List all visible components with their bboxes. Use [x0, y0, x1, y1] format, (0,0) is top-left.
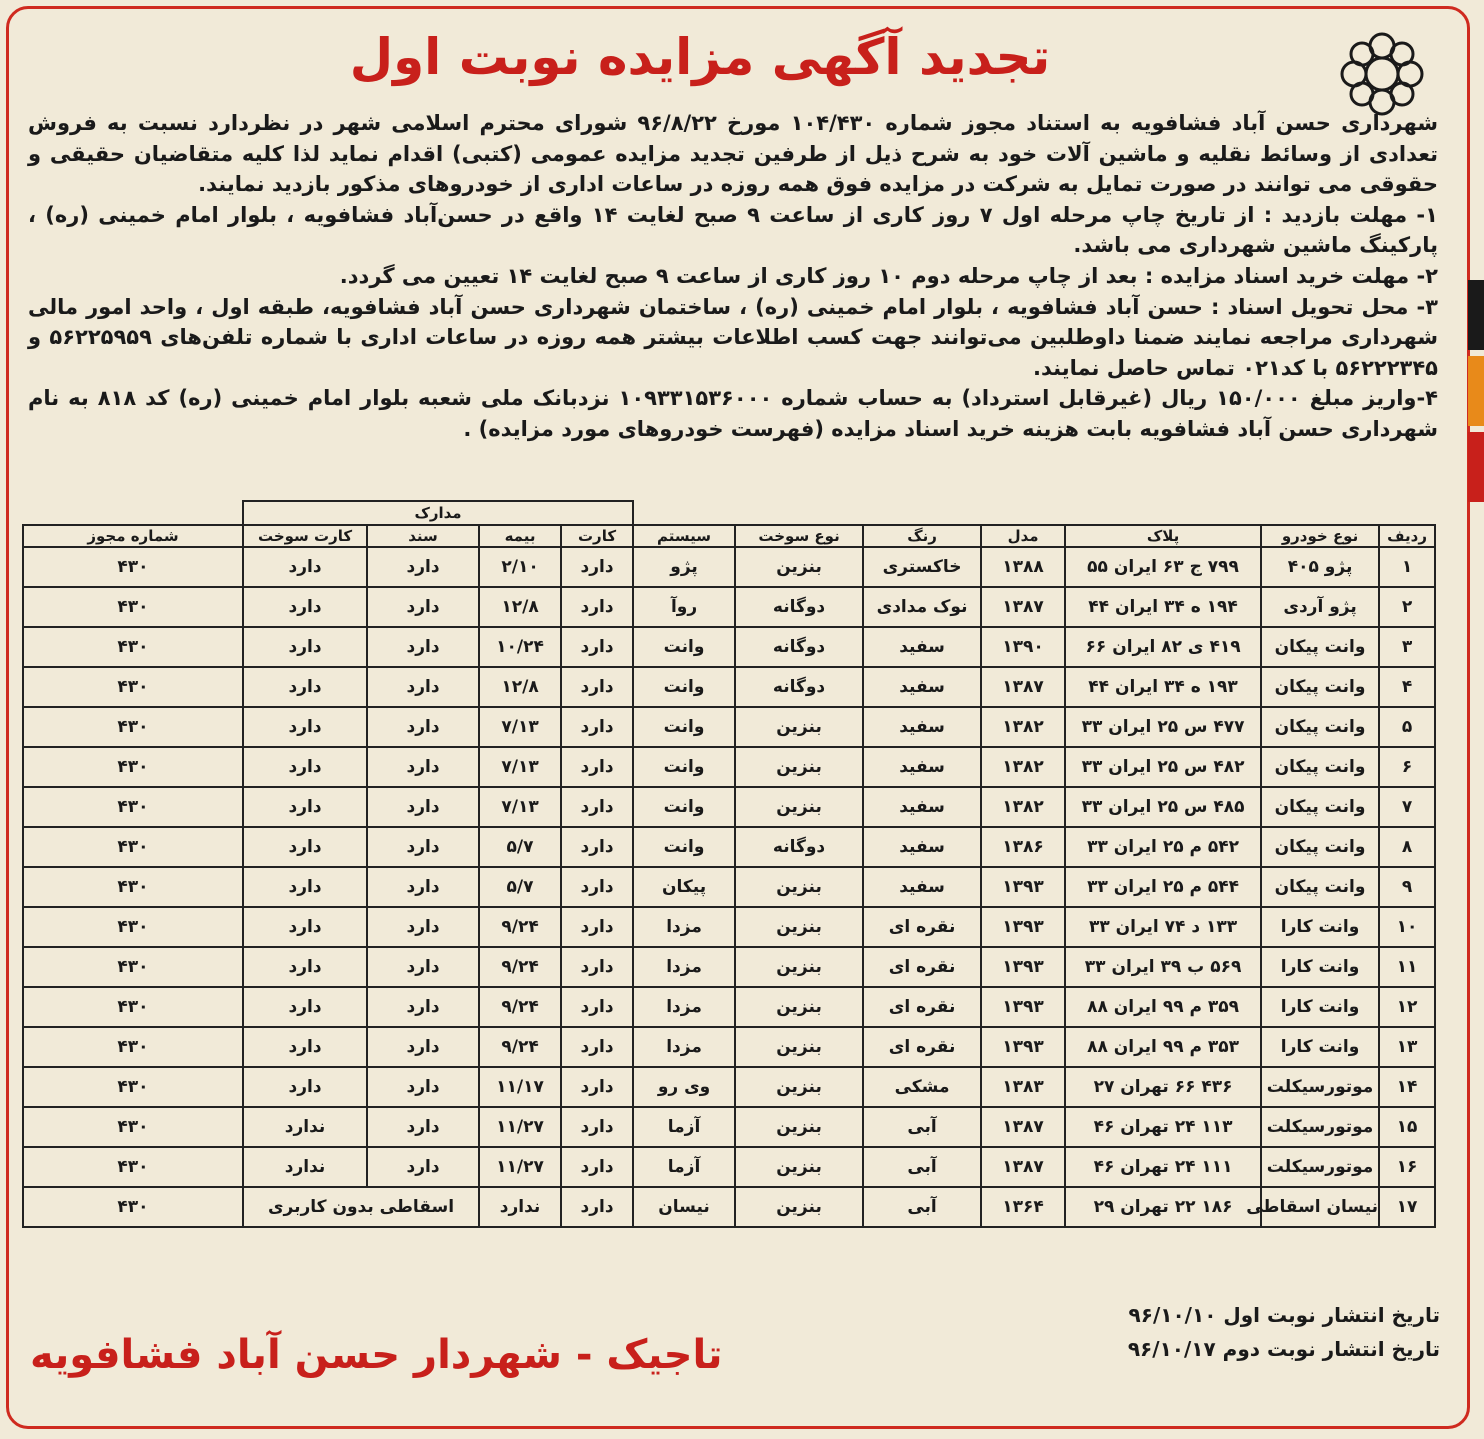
table-cell: ۷	[1379, 787, 1435, 827]
table-cell: ۴۳۰	[23, 827, 243, 867]
table-cell: ۲/۱۰	[479, 547, 561, 587]
table-cell: دارد	[561, 787, 633, 827]
table-cell: ۱۳۸۸	[981, 547, 1065, 587]
table-cell: وانت	[633, 707, 735, 747]
table-cell: سفید	[863, 827, 981, 867]
table-cell: ۱۳۶۴	[981, 1187, 1065, 1227]
table-cell: ۱۵	[1379, 1107, 1435, 1147]
table-cell: آبی	[863, 1147, 981, 1187]
table-cell: ۱۴	[1379, 1067, 1435, 1107]
table-cell: ۴۳۰	[23, 1147, 243, 1187]
table-cell: ۴۳۰	[23, 667, 243, 707]
table-cell: ۴۳۰	[23, 627, 243, 667]
table-cell: ۹/۲۴	[479, 987, 561, 1027]
table-cell: دارد	[367, 587, 479, 627]
table-cell: پژو	[633, 547, 735, 587]
table-cell: دارد	[243, 667, 367, 707]
table-cell: ۱۳۸۲	[981, 747, 1065, 787]
side-stripes	[1468, 280, 1484, 510]
table-cell: دارد	[561, 987, 633, 1027]
table-cell: دارد	[367, 707, 479, 747]
table-cell: ۵/۷	[479, 827, 561, 867]
table-cell: ۱۳۹۳	[981, 947, 1065, 987]
table-cell: بنزین	[735, 907, 863, 947]
table-cell: وانت کارا	[1261, 1027, 1379, 1067]
table-cell: ۴۳۰	[23, 707, 243, 747]
municipality-logo-icon	[1336, 28, 1428, 120]
table-cell: سفید	[863, 667, 981, 707]
column-header-row	[23, 525, 1435, 547]
table-cell: ۱	[1379, 547, 1435, 587]
table-cell: ۱۳۳ د ۷۴ ایران ۳۳	[1065, 907, 1261, 947]
table-cell: نیسان اسقاطی	[1261, 1187, 1379, 1227]
table-cell: ۹/۲۴	[479, 1027, 561, 1067]
table-cell: وی رو	[633, 1067, 735, 1107]
table-cell: نقره ای	[863, 1027, 981, 1067]
table-cell: ندارد	[243, 1147, 367, 1187]
column-header: پلاک	[1065, 525, 1261, 547]
table-cell: دوگانه	[735, 587, 863, 627]
table-cell: ۵۴۴ م ۲۵ ایران ۳۳	[1065, 867, 1261, 907]
table-cell: وانت	[633, 627, 735, 667]
table-cell: وانت پیکان	[1261, 787, 1379, 827]
table-cell: دارد	[367, 787, 479, 827]
table-cell: دارد	[243, 747, 367, 787]
table-cell: مزدا	[633, 987, 735, 1027]
table-cell: دارد	[561, 867, 633, 907]
table-cell: ۱۲/۸	[479, 587, 561, 627]
table-cell: ۴۳۰	[23, 867, 243, 907]
table-cell: دارد	[243, 1067, 367, 1107]
table-cell: روآ	[633, 587, 735, 627]
table-cell: ۲	[1379, 587, 1435, 627]
table-cell: اسقاطی بدون کاربری	[243, 1187, 479, 1227]
table-cell: مزدا	[633, 947, 735, 987]
table-cell: دارد	[561, 587, 633, 627]
table-cell: دارد	[561, 707, 633, 747]
table-cell: ۹/۲۴	[479, 907, 561, 947]
intro-text	[28, 108, 1438, 445]
table-cell: نوک مدادی	[863, 587, 981, 627]
table-row	[23, 1027, 1435, 1067]
table-cell: ۴۳۶ ۶۶ تهران ۲۷	[1065, 1067, 1261, 1107]
table-cell: ۳۵۳ م ۹۹ ایران ۸۸	[1065, 1027, 1261, 1067]
table-cell: آبی	[863, 1187, 981, 1227]
table-cell: ۴۷۷ س ۲۵ ایران ۳۳	[1065, 707, 1261, 747]
table-cell: ندارد	[479, 1187, 561, 1227]
table-cell: پیکان	[633, 867, 735, 907]
table-cell: مزدا	[633, 907, 735, 947]
table-cell: ۴۳۰	[23, 747, 243, 787]
table-cell: دارد	[561, 667, 633, 707]
table-cell: دارد	[561, 1147, 633, 1187]
table-cell: ۱۰	[1379, 907, 1435, 947]
table-cell: دارد	[561, 827, 633, 867]
table-cell: ۴۸۵ س ۲۵ ایران ۳۳	[1065, 787, 1261, 827]
table-row	[23, 587, 1435, 627]
table-cell: ۱۳۹۳	[981, 987, 1065, 1027]
table-cell: دارد	[243, 787, 367, 827]
table-cell: ۱۳۸۷	[981, 1107, 1065, 1147]
table-cell: ۴۳۰	[23, 1027, 243, 1067]
table-cell: ۴	[1379, 667, 1435, 707]
table-cell: دارد	[561, 1067, 633, 1107]
table-row	[23, 1067, 1435, 1107]
table-cell: سفید	[863, 707, 981, 747]
table-cell: ۱۳۹۰	[981, 627, 1065, 667]
clause-4: ۴-واریز مبلغ ۱۵۰/۰۰۰ ریال (غیرقابل استرداد) به حساب شماره ۱۰۹۳۳۱۵۳۶۰۰۰ نزدبانک ملی شعبه بلوار امام خمینی (ره) کد ۸۱۸ به نام شهرداری حسن آباد فشافویه بابت هزینه خرید اسناد مزایده (فهرست خودروهای مورد مزایده) .	[28, 386, 1438, 441]
table-cell: ۴۳۰	[23, 987, 243, 1027]
table-cell: ۱۲/۸	[479, 667, 561, 707]
table-cell: ۷۹۹ ج ۶۳ ایران ۵۵	[1065, 547, 1261, 587]
table-row	[23, 1187, 1435, 1227]
column-header: رنگ	[863, 525, 981, 547]
table-cell: ۴۸۲ س ۲۵ ایران ۳۳	[1065, 747, 1261, 787]
table-cell: دارد	[561, 747, 633, 787]
clause-1: ۱- مهلت بازدید : از تاریخ چاپ مرحله اول ۷ روز کاری از ساعت ۹ صبح لغایت ۱۴ واقع در حسن‌آباد فشافویه ، بلوار امام خمینی (ره) ، پارکینگ ماشین شهرداری می باشد.	[28, 202, 1438, 258]
table-cell: سفید	[863, 627, 981, 667]
table-cell: دارد	[243, 1027, 367, 1067]
column-header: نوع سوخت	[735, 525, 863, 547]
table-row	[23, 747, 1435, 787]
table-cell: وانت کارا	[1261, 987, 1379, 1027]
column-header: نوع خودرو	[1261, 525, 1379, 547]
table-cell: ۴۳۰	[23, 787, 243, 827]
table-cell: دارد	[243, 867, 367, 907]
table-cell: ۴۳۰	[23, 587, 243, 627]
table-cell: دارد	[561, 547, 633, 587]
table-cell: ۱۳۹۳	[981, 867, 1065, 907]
table-cell: ۱۳۸۳	[981, 1067, 1065, 1107]
table-row	[23, 827, 1435, 867]
group-header-row	[23, 501, 1435, 525]
table-cell: پژو آردی	[1261, 587, 1379, 627]
table-cell: دارد	[561, 947, 633, 987]
table-cell: ۹	[1379, 867, 1435, 907]
table-cell: بنزین	[735, 707, 863, 747]
table-cell: پژو ۴۰۵	[1261, 547, 1379, 587]
table-cell: ۳	[1379, 627, 1435, 667]
vehicle-table	[22, 500, 1436, 1228]
table-row	[23, 627, 1435, 667]
table-cell: ۴۳۰	[23, 1187, 243, 1227]
table-cell: ۴۳۰	[23, 1067, 243, 1107]
table-cell: آبی	[863, 1107, 981, 1147]
table-cell: دارد	[243, 907, 367, 947]
table-cell: ۷/۱۳	[479, 747, 561, 787]
table-cell: ۵۶۹ ب ۳۹ ایران ۳۳	[1065, 947, 1261, 987]
table-cell: بنزین	[735, 947, 863, 987]
table-row	[23, 867, 1435, 907]
table-cell: دارد	[243, 987, 367, 1027]
table-cell: ۱۳۸۲	[981, 707, 1065, 747]
publish-dates	[1000, 1298, 1440, 1366]
ad-title: تجدید آگهی مزایده نوبت اول	[349, 28, 1051, 86]
table-cell: وانت	[633, 667, 735, 707]
table-cell: ۹/۲۴	[479, 947, 561, 987]
table-cell: بنزین	[735, 867, 863, 907]
table-cell: ۱۲	[1379, 987, 1435, 1027]
table-row	[23, 787, 1435, 827]
table-cell: وانت پیکان	[1261, 867, 1379, 907]
table-cell: ۵/۷	[479, 867, 561, 907]
table-cell: دارد	[561, 1187, 633, 1227]
table-cell: دارد	[243, 587, 367, 627]
table-cell: وانت	[633, 747, 735, 787]
table-cell: ۱۶	[1379, 1147, 1435, 1187]
table-cell: وانت پیکان	[1261, 667, 1379, 707]
table-cell: وانت کارا	[1261, 947, 1379, 987]
table-cell: ۵۴۲ م ۲۵ ایران ۳۳	[1065, 827, 1261, 867]
table-cell: ۱۳۹۳	[981, 1027, 1065, 1067]
table-cell: دارد	[367, 627, 479, 667]
table-cell: ۱۸۶ ۲۲ تهران ۲۹	[1065, 1187, 1261, 1227]
table-cell: دارد	[561, 627, 633, 667]
table-cell: ۴۳۰	[23, 1107, 243, 1147]
table-cell: ۱۱/۱۷	[479, 1067, 561, 1107]
table-cell: ۱۳۸۲	[981, 787, 1065, 827]
table-cell: مزدا	[633, 1027, 735, 1067]
table-cell: ۴۳۰	[23, 907, 243, 947]
table-cell: نقره ای	[863, 947, 981, 987]
table-row	[23, 907, 1435, 947]
table-cell: ۱۱۳ ۲۴ تهران ۴۶	[1065, 1107, 1261, 1147]
table-row	[23, 667, 1435, 707]
column-header: کارت سوخت	[243, 525, 367, 547]
table-cell: بنزین	[735, 787, 863, 827]
table-cell: وانت پیکان	[1261, 827, 1379, 867]
table-cell: دارد	[367, 867, 479, 907]
table-cell: سفید	[863, 747, 981, 787]
table-cell: دارد	[367, 1027, 479, 1067]
table-cell: سفید	[863, 787, 981, 827]
table-cell: ۴۳۰	[23, 547, 243, 587]
table-cell: دارد	[243, 947, 367, 987]
clause-3: ۳- محل تحویل اسناد : حسن آباد فشافویه ، بلوار امام خمینی (ره) ، ساختمان شهرداری حسن آباد فشافویه، طبقه اول ، واحد امور مالی شهرداری مراجعه نمایند ضمنا داوطلبین می‌توانند جهت کسب اطلاعات بیشتر همه روزه در ساعات اداری با شماره تلفن‌های ۵۶۲۲۵۹۵۹ و ۵۶۲۲۲۳۴۵ با کد۰۲۱ تماس حاصل نمایند.	[28, 294, 1438, 380]
table-cell: دارد	[367, 1107, 479, 1147]
table-cell: دارد	[243, 627, 367, 667]
first-publish-date: تاریخ انتشار نوبت اول ۹۶/۱۰/۱۰	[1128, 1303, 1440, 1327]
table-cell: ۷/۱۳	[479, 787, 561, 827]
column-header: سیستم	[633, 525, 735, 547]
table-cell: ۴۱۹ ی ۸۲ ایران ۶۶	[1065, 627, 1261, 667]
table-cell: بنزین	[735, 747, 863, 787]
table-cell: دارد	[367, 547, 479, 587]
table-cell: ۱۹۴ ه ۳۴ ایران ۴۴	[1065, 587, 1261, 627]
table-cell: موتورسیکلت	[1261, 1067, 1379, 1107]
table-cell: دارد	[561, 1027, 633, 1067]
column-header: شماره مجوز	[23, 525, 243, 547]
documents-group-header: مدارک	[243, 501, 633, 525]
table-cell: وانت	[633, 827, 735, 867]
intro-paragraph: شهرداری حسن آباد فشافویه به استناد مجوز شماره ۱۰۴/۴۳۰ مورخ ۹۶/۸/۲۲ شورای محترم اسلامی شهر در نظردارد نسبت به فروش تعدادی از وسائط نقلیه و ماشین آلات خود به شرح ذیل از طرفین تجدید مزایده عمومی (کتبی) اقدام نماید لذا کلیه متقاضیان حقیقی و حقوقی می توانند در صورت تمایل به شرکت در مزایده فوق همه روزه در ساعات اداری از خودروهای مذکور بازدید نمایند.	[28, 111, 1439, 197]
table-cell: ۷/۱۳	[479, 707, 561, 747]
table-cell: بنزین	[735, 547, 863, 587]
column-header: کارت	[561, 525, 633, 547]
table-cell: آزما	[633, 1147, 735, 1187]
table-cell: دارد	[561, 907, 633, 947]
table-cell: دارد	[367, 1067, 479, 1107]
table-cell: دارد	[367, 907, 479, 947]
table-cell: ۱۳۸۶	[981, 827, 1065, 867]
table-cell: دارد	[367, 987, 479, 1027]
table-cell: دارد	[243, 707, 367, 747]
table-cell: ۶	[1379, 747, 1435, 787]
table-cell: وانت پیکان	[1261, 707, 1379, 747]
table-row	[23, 987, 1435, 1027]
table-cell: دوگانه	[735, 827, 863, 867]
table-cell: بنزین	[735, 1147, 863, 1187]
table-cell: دارد	[561, 1107, 633, 1147]
table-cell: وانت کارا	[1261, 907, 1379, 947]
table-cell: بنزین	[735, 1067, 863, 1107]
table-cell: وانت	[633, 787, 735, 827]
column-header: مدل	[981, 525, 1065, 547]
table-cell: ۱۰/۲۴	[479, 627, 561, 667]
table-cell: دوگانه	[735, 627, 863, 667]
table-cell: ۱۳۸۷	[981, 1147, 1065, 1187]
table-cell: دارد	[367, 827, 479, 867]
table-row	[23, 947, 1435, 987]
table-cell: آزما	[633, 1107, 735, 1147]
table-cell: ۴۳۰	[23, 947, 243, 987]
clause-2: ۲- مهلت خرید اسناد مزایده : بعد از چاپ مرحله دوم ۱۰ روز کاری از ساعت ۹ صبح لغایت ۱۴ تعیین می گردد.	[339, 263, 1438, 288]
table-row	[23, 1147, 1435, 1187]
table-cell: وانت پیکان	[1261, 747, 1379, 787]
table-cell: سفید	[863, 867, 981, 907]
mayor-signature: تاجیک - شهردار حسن آباد فشافویه	[30, 1332, 723, 1378]
table-cell: وانت پیکان	[1261, 627, 1379, 667]
table-cell: ۱۷	[1379, 1187, 1435, 1227]
table-cell: دارد	[367, 667, 479, 707]
table-cell: نقره ای	[863, 987, 981, 1027]
table-cell: دوگانه	[735, 667, 863, 707]
table-cell: دارد	[243, 547, 367, 587]
second-publish-date: تاریخ انتشار نوبت دوم ۹۶/۱۰/۱۷	[1127, 1337, 1440, 1361]
table-cell: موتورسیکلت	[1261, 1107, 1379, 1147]
table-cell: بنزین	[735, 1187, 863, 1227]
table-row	[23, 547, 1435, 587]
table-row	[23, 707, 1435, 747]
table-cell: ۱۳۹۳	[981, 907, 1065, 947]
table-row	[23, 1107, 1435, 1147]
column-header: ردیف	[1379, 525, 1435, 547]
table-cell: ۳۵۹ م ۹۹ ایران ۸۸	[1065, 987, 1261, 1027]
table-cell: نیسان	[633, 1187, 735, 1227]
table-cell: دارد	[367, 1147, 479, 1187]
table-cell: ۱۳۸۷	[981, 587, 1065, 627]
table-cell: دارد	[243, 827, 367, 867]
table-cell: موتورسیکلت	[1261, 1147, 1379, 1187]
table-cell: ۱۳	[1379, 1027, 1435, 1067]
table-cell: ۱۱/۲۷	[479, 1147, 561, 1187]
table-cell: بنزین	[735, 1027, 863, 1067]
table-cell: ۱۱/۲۷	[479, 1107, 561, 1147]
table-cell: ۸	[1379, 827, 1435, 867]
table-cell: ۱۱	[1379, 947, 1435, 987]
table-cell: نقره ای	[863, 907, 981, 947]
table-cell: خاکستری	[863, 547, 981, 587]
table-cell: ۵	[1379, 707, 1435, 747]
column-header: بیمه	[479, 525, 561, 547]
table-cell: ۱۳۸۷	[981, 667, 1065, 707]
table-cell: بنزین	[735, 1107, 863, 1147]
table-cell: بنزین	[735, 987, 863, 1027]
table-cell: ندارد	[243, 1107, 367, 1147]
table-cell: مشکی	[863, 1067, 981, 1107]
table-cell: ۱۹۳ ه ۳۴ ایران ۴۴	[1065, 667, 1261, 707]
table-cell: دارد	[367, 747, 479, 787]
column-header: سند	[367, 525, 479, 547]
table-cell: دارد	[367, 947, 479, 987]
table-cell: ۱۱۱ ۲۴ تهران ۴۶	[1065, 1147, 1261, 1187]
